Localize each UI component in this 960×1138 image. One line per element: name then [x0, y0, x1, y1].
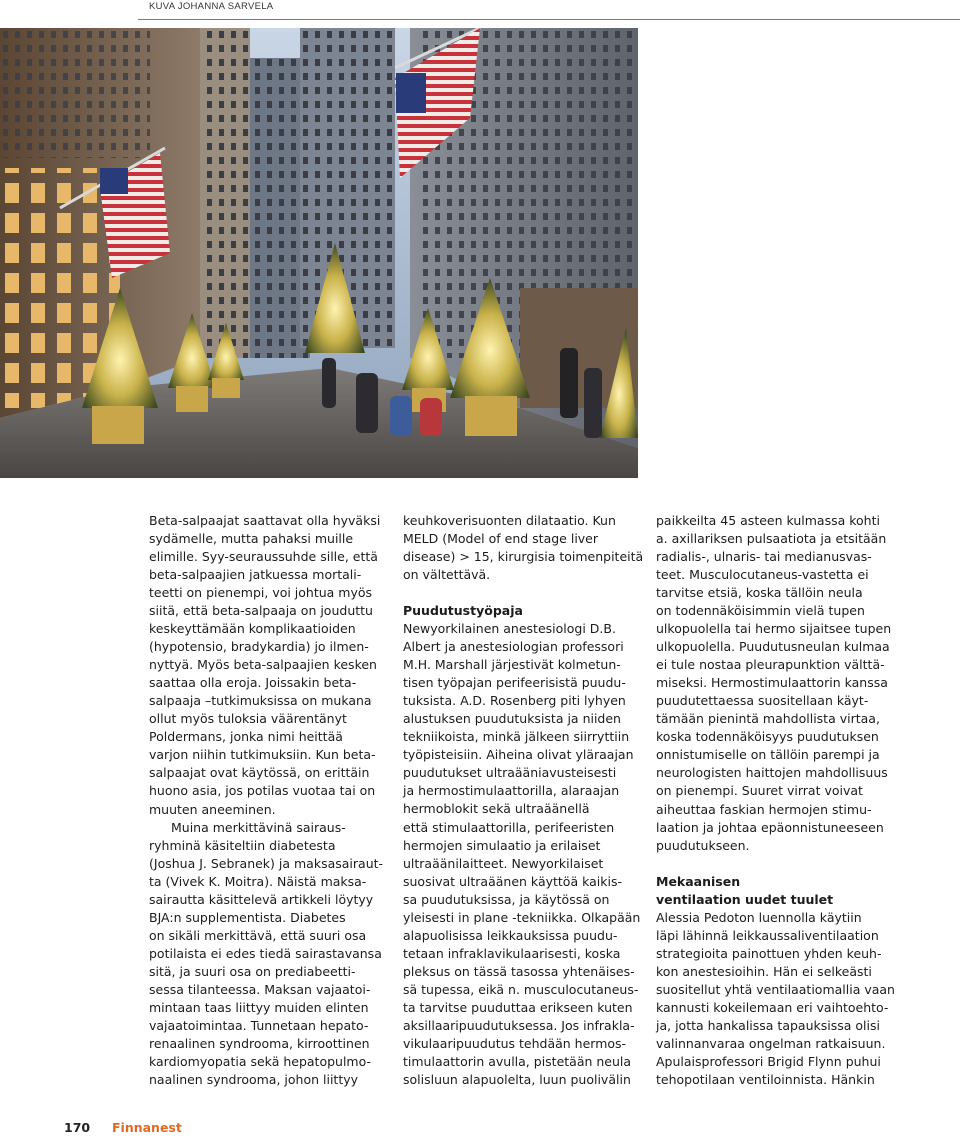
text-line: on todennäköisimmin vielä tupen [656, 603, 865, 619]
text-line: disease) > 15, kirurgisia toimenpiteitä [403, 549, 644, 565]
text-line: koska todennäköisyys puudutuksen [656, 729, 879, 745]
text-line: tetaan infraklavikulaarisesti, koska [403, 945, 621, 961]
text-line: ei tule nostaa pleurapunktion välttä- [656, 657, 885, 673]
page-number: 170 [64, 1120, 91, 1135]
text-line: siitä, että beta-salpaaja on jouduttu [149, 603, 373, 619]
text-line: sitä, ja suuri osa on prediabeetti- [149, 963, 356, 979]
text-line: huono asia, jos potilas vuotaa tai on [149, 783, 376, 799]
text-line: pleksus on tässä tasossa yhtenäises- [403, 963, 635, 979]
text-line: BJA:n supplementista. Diabetes [149, 909, 346, 925]
text-line: ja hermostimulaattorilla, alaraajan [403, 783, 620, 799]
text-line: vajaatoimintaa. Tunnetaan hepato- [149, 1017, 369, 1033]
text-line: kardiomyopatia sekä hepatopulmo- [149, 1053, 371, 1069]
text-line: sairautta käsittelevä artikkeli löytyy [149, 891, 374, 907]
text-line: ulkopuolella. Puudutusneulan kulmaa [656, 639, 890, 655]
text-column-3 [656, 512, 895, 1089]
text-line: ollut myös tuloksia väärentänyt [149, 711, 347, 727]
text-line: sä tupessa, eikä n. musculocutaneus- [403, 981, 639, 997]
text-line: on pienempi. Suuret virrat voivat [656, 783, 863, 799]
text-line: salpaajat ovat käytössä, on erittäin [149, 765, 370, 781]
text-line: Apulaisprofessori Brigid Flynn puhui [656, 1053, 881, 1069]
text-line: salpaaja –tutkimuksissa on mukana [149, 693, 372, 709]
section-heading: ventilaation uudet tuulet [656, 891, 834, 907]
text-line: neurologisten haittojen mahdollisuus [656, 765, 888, 781]
text-line: keuhkoverisuonten dilataatio. Kun [403, 513, 616, 528]
text-line: laation ja johtaa epäonnistuneeseen [656, 819, 884, 835]
text-line: hermoblokit sekä ultraäänellä [403, 801, 590, 817]
text-line: paikkeilta 45 asteen kulmassa kohti [656, 513, 880, 528]
text-line: ultraäänilaitteet. Newyorkilaiset [403, 855, 604, 871]
text-line: mintaan taas liittyy muiden elinten [149, 999, 369, 1015]
text-line: alustuksen puudutuksista ja niiden [403, 711, 621, 727]
text-line: ta tarvitse puuduttaa erikseen kuten [403, 999, 633, 1015]
text-line: timulaattorin avulla, pistetään neula [403, 1053, 632, 1069]
text-line: suositellut yhtä ventilaatiomallia vaan [656, 981, 895, 997]
paragraph-gap [403, 584, 639, 602]
text-line: Muina merkittävinä sairaus- [171, 819, 346, 835]
text-line: Albert ja anestesiologian professori [403, 639, 624, 655]
text-line: kon anestesioihin. Hän ei selkeästi [656, 963, 872, 979]
text-line: tuksista. A.D. Rosenberg piti lyhyen [403, 693, 626, 709]
top-rule [138, 19, 960, 20]
text-line: ta (Vivek K. Moitra). Näistä maksa- [149, 873, 367, 889]
text-line: teet. Musculocutaneus-vastetta ei [656, 567, 869, 583]
text-line: sa puudutuksissa, ja käytössä on [403, 891, 610, 907]
text-column-1 [149, 512, 385, 1089]
section-heading: Mekaanisen [656, 873, 741, 889]
paragraph-gap [656, 855, 892, 873]
text-line: että stimulaattorilla, perifeeristen [403, 819, 615, 835]
text-line: M.H. Marshall järjestivät kolmetun- [403, 657, 621, 673]
text-line: radialis-, ulnaris- tai medianusvas- [656, 549, 872, 565]
text-line: Beta-salpaajat saattavat olla hyväksi [149, 513, 381, 528]
text-line: puudutettaessa suositellaan käyt- [656, 693, 869, 709]
text-line: on vältettävä. [403, 567, 491, 583]
text-line: aksillaaripuudutuksessa. Jos infrakla- [403, 1017, 635, 1033]
text-line: muuten aneeminen. [149, 801, 276, 817]
text-line: sessa tilanteessa. Maksan vajaatoi- [149, 981, 371, 997]
text-line: Alessia Pedoton luennolla käytiin [656, 909, 862, 925]
text-line: läpi lähinnä leikkaussaliventilaation [656, 927, 879, 943]
text-line: miseksi. Hermostimulaattorin kanssa [656, 675, 888, 691]
text-line: a. axillariksen pulsaatiota ja etsitään [656, 531, 887, 547]
text-line: ja, jotta hankalissa tapauksissa olisi [656, 1017, 880, 1033]
text-line: solisluun alapuolelta, luun puolivälin [403, 1071, 631, 1087]
rockefeller-center-photo [0, 28, 638, 478]
text-line: työpisteisiin. Aiheina olivat yläraajan [403, 747, 634, 763]
text-line: renaalinen syndrooma, kirroottinen [149, 1035, 370, 1051]
text-line: sydämelle, mutta pahaksi muille [149, 531, 354, 547]
text-line: (hypotensio, bradykardia) jo ilmen- [149, 639, 369, 655]
section-heading: Puudutustyöpaja [403, 603, 523, 619]
text-line: hermojen simulaatio ja erilaiset [403, 837, 601, 853]
text-line: kannusti kokeilemaan eri vaihtoehto- [656, 999, 889, 1015]
text-line: strategioita painottuen yhden keuh- [656, 945, 882, 961]
text-line: beta-salpaajien jatkuessa mortali- [149, 567, 362, 583]
text-line: yleisesti in plane -tekniikka. Olkapään [403, 909, 641, 925]
text-line: aiheuttaa faskian hermojen stimu- [656, 801, 872, 817]
text-line: vikulaaripuudutus tehdään hermos- [403, 1035, 627, 1051]
text-line: ryhminä käsiteltiin diabetesta [149, 837, 336, 853]
text-line: naalinen syndrooma, johon liittyy [149, 1071, 359, 1087]
text-line: varjon niihin tutkimuksiin. Kun beta- [149, 747, 376, 763]
text-line: puudutukset ultraääniavusteisesti [403, 765, 617, 781]
text-line: tekniikoista, minkä jälkeen siirryttiin [403, 729, 630, 745]
text-line: keskeyttämään komplikaatioiden [149, 621, 356, 637]
text-column-2 [403, 512, 644, 1089]
photo-credit: KUVA JOHANNA SARVELA [149, 1, 274, 12]
text-line: tisen työpajan perifeerisistä puudu- [403, 675, 626, 691]
text-line: on sikäli merkittävä, että suuri osa [149, 927, 367, 943]
text-line: nyttyä. Myös beta-salpaajien kesken [149, 657, 377, 673]
text-line: valinnanvaraa ongelman ratkaisuun. [656, 1035, 886, 1051]
text-line: alapuolisissa leikkauksissa puudu- [403, 927, 618, 943]
text-line: tämään pienintä mahdollista virtaa, [656, 711, 880, 727]
text-line: Newyorkilainen anestesiologi D.B. [403, 621, 616, 637]
text-line: tehopotilaan ventiloinnista. Hänkin [656, 1071, 875, 1087]
text-line: tarvitse etsiä, koska tällöin neula [656, 585, 863, 601]
magazine-name: Finnanest [112, 1120, 182, 1135]
text-line: MELD (Model of end stage liver [403, 531, 599, 547]
text-line: onnistumiselle on tällöin parempi ja [656, 747, 880, 763]
text-line: teetti on pienempi, voi johtua myös [149, 585, 373, 601]
text-line: Poldermans, jonka nimi heittää [149, 729, 343, 745]
text-line: elimille. Syy-seuraussuhde sille, että [149, 549, 378, 565]
text-line: suosivat ultraäänen käyttöä kaikis- [403, 873, 622, 889]
text-line: saattaa olla eroja. Joissakin beta- [149, 675, 357, 691]
text-line: (Joshua J. Sebranek) ja maksasairaut- [149, 855, 384, 871]
text-line: ulkopuolella tai hermo sijaitsee tupen [656, 621, 892, 637]
text-line: puudutukseen. [656, 837, 750, 853]
text-line: potilaista ei edes tiedä sairastavansa [149, 945, 382, 961]
